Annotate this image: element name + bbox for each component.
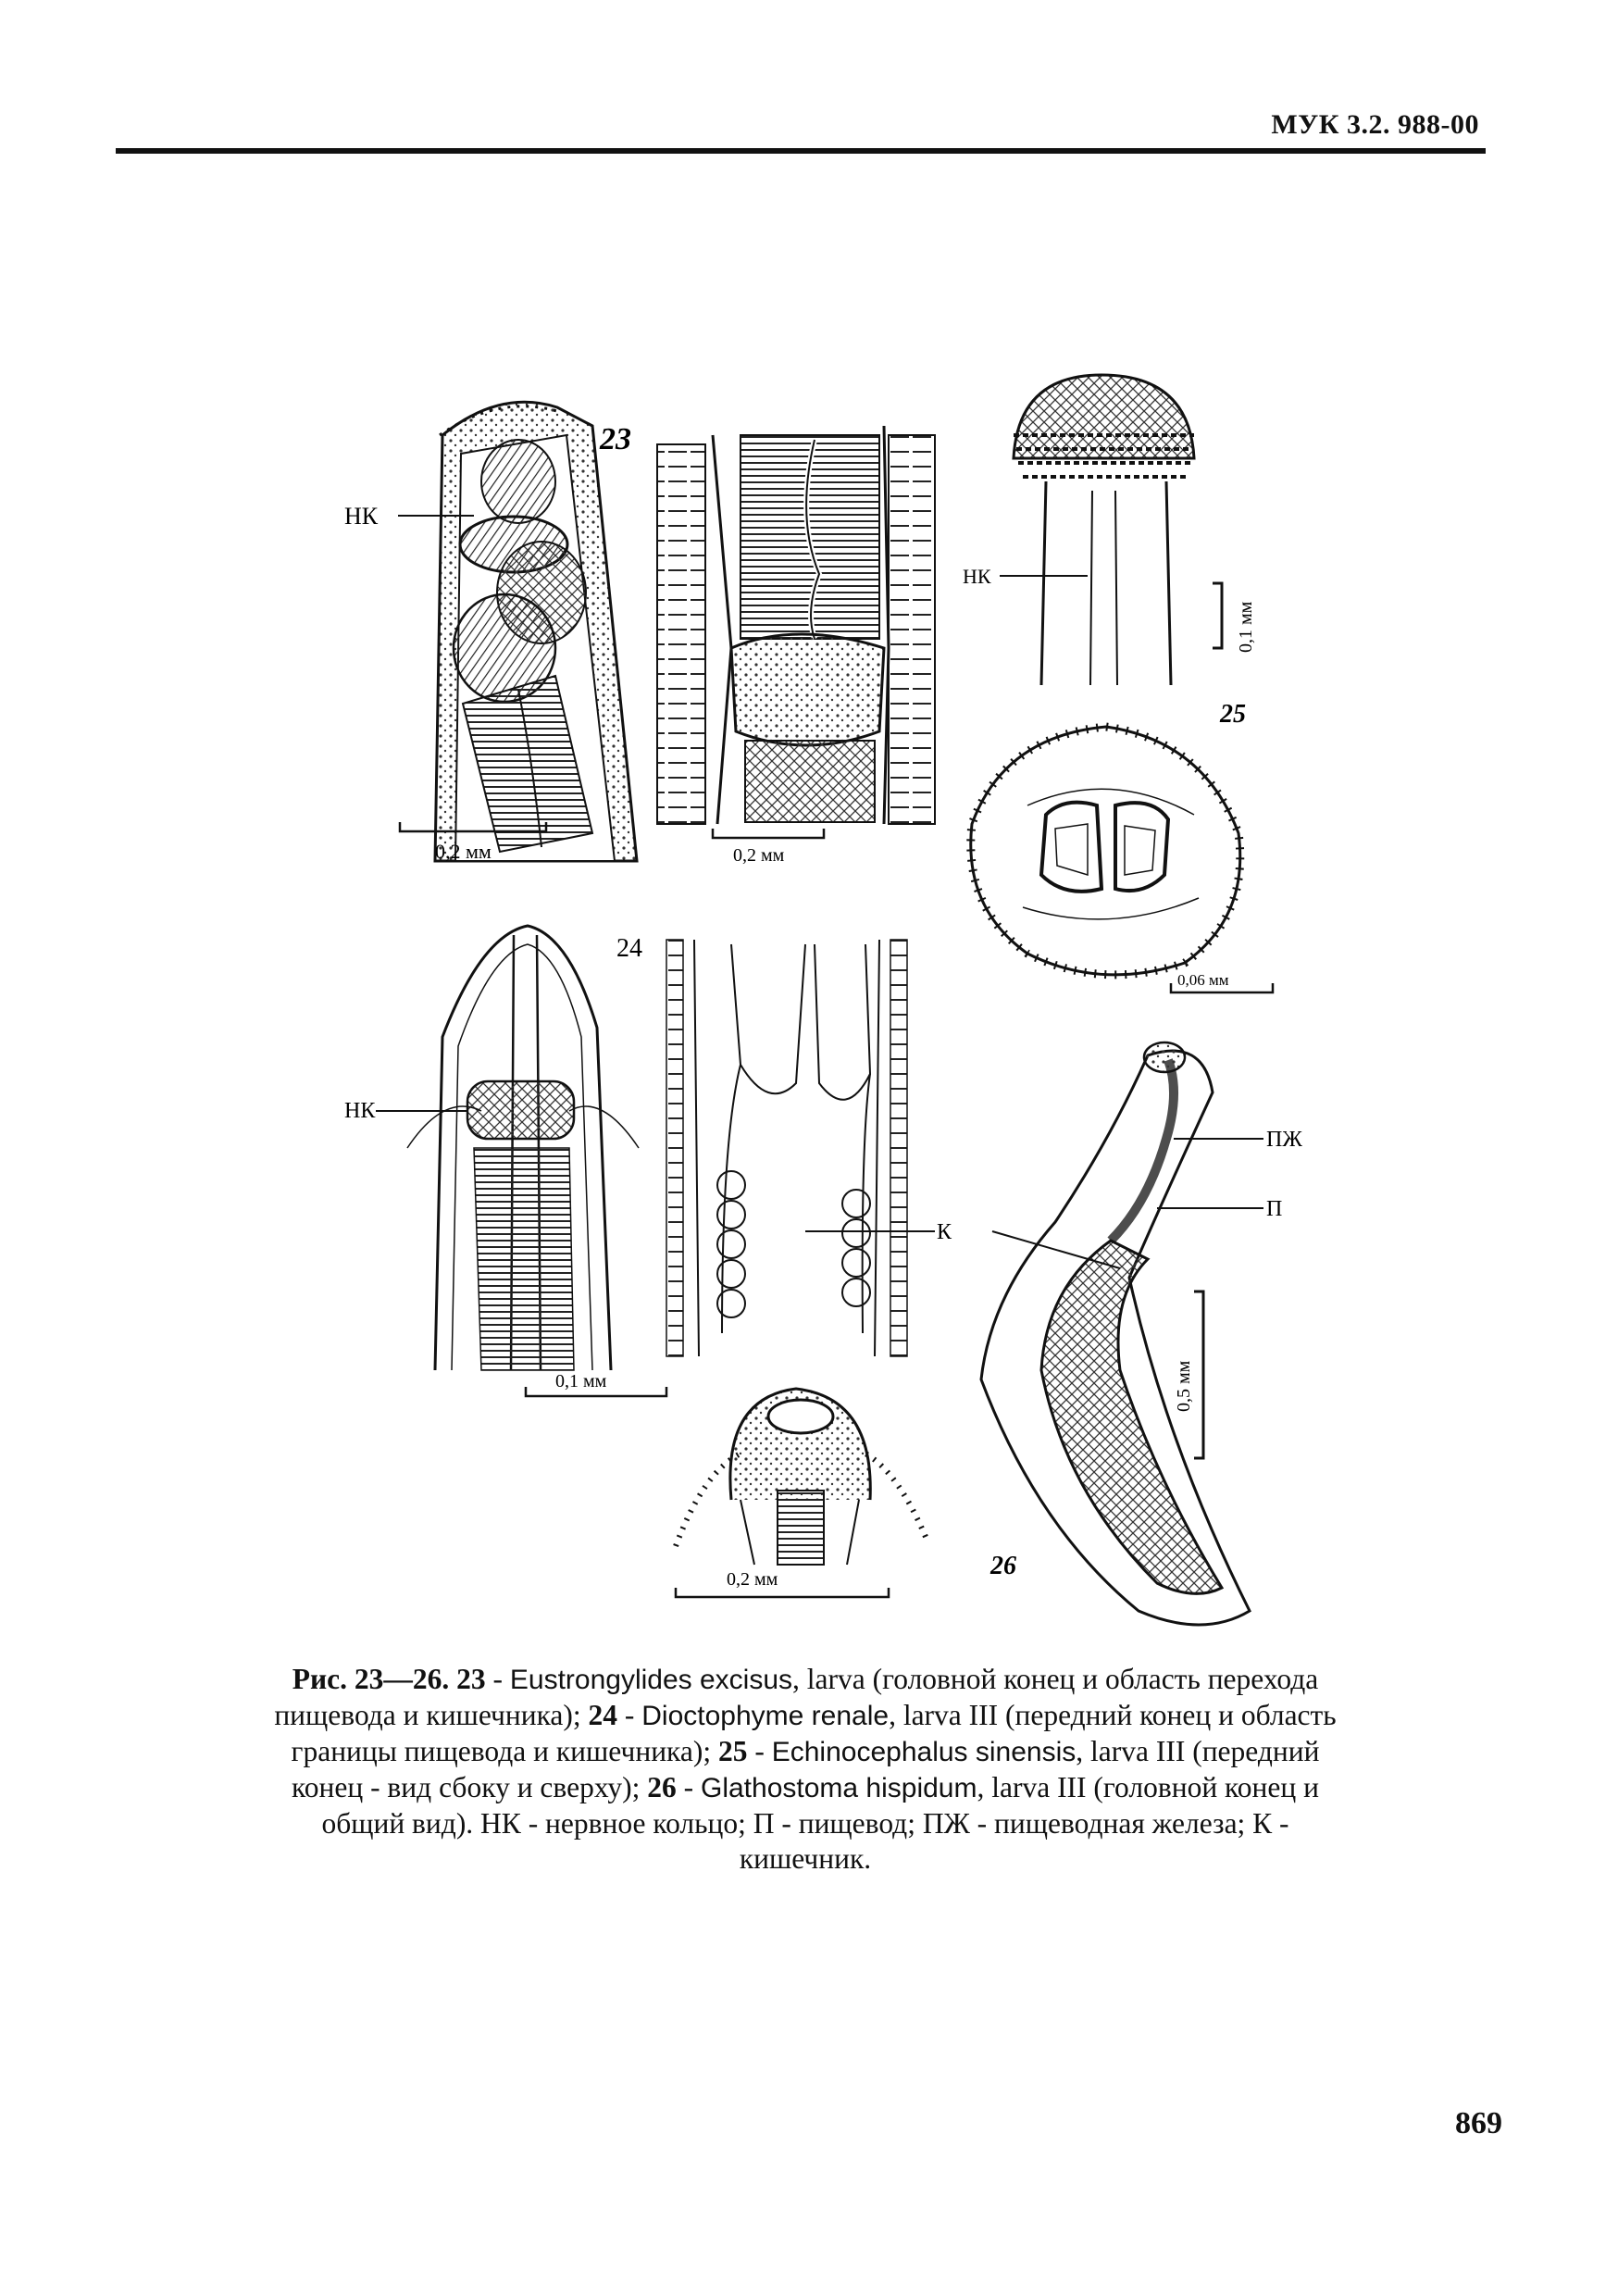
fig-23-label-nk: НК: [344, 503, 379, 530]
caption-species-24: Dioctophyme renale: [641, 1701, 890, 1731]
caption-lead: Рис. 23—26.: [292, 1663, 450, 1695]
fig-26-number: 26: [990, 1552, 1016, 1580]
fig-24-head-drawing: [407, 926, 639, 1370]
caption-num-23: 23: [456, 1663, 486, 1695]
fig-25-top-drawing: [971, 727, 1240, 975]
fig-24-scale-label: 0,1 мм: [555, 1371, 607, 1391]
fig-26-label-p: П: [1266, 1197, 1283, 1221]
fig-25b-scale-label: 0,06 мм: [1177, 971, 1229, 989]
caption-num-26: 26: [647, 1771, 677, 1803]
fig-26-head-scale-bar: [676, 1588, 889, 1597]
fig-26-body-scale-bar: [1194, 1292, 1203, 1458]
page-number: 869: [1455, 2106, 1502, 2140]
fig-25-number: 25: [1220, 700, 1246, 729]
fig-25-side-drawing: [1014, 375, 1194, 685]
fig-25-label-nk: НК: [963, 565, 991, 588]
fig-24-label-nk: НК: [344, 1099, 376, 1123]
fig-23b-scale-bar: [713, 829, 824, 838]
caption-species-26: Glathostoma hispidum: [701, 1773, 977, 1803]
fig-26-head-scale-label: 0,2 мм: [727, 1569, 778, 1590]
fig-23-number: 23: [600, 422, 631, 456]
fig-26-body-drawing: [981, 1042, 1250, 1625]
fig-23b-scale-label: 0,2 мм: [733, 845, 785, 866]
fig-25-scale-label: 0,1 мм: [1236, 601, 1256, 653]
fig-26-head-drawing: [676, 1389, 926, 1565]
fig-23-scale-label: 0,2 мм: [435, 840, 492, 863]
fig-24-number: 24: [616, 934, 642, 963]
caption-species-25: Echinocephalus sinensis: [771, 1737, 1077, 1767]
fig-24-junction-drawing: [666, 940, 907, 1356]
fig-26-label-pzh: ПЖ: [1266, 1128, 1302, 1152]
document-code: МУК 3.2. 988-00: [1271, 109, 1479, 140]
fig-23-junction-drawing: [657, 426, 935, 824]
fig-25-scale-bar: [1213, 583, 1222, 648]
figure-caption: Рис. 23—26. 23 - Eustrongylides excisus, larva (головной конец и область перехода пищевода и кишечника); 24 - Dioctophyme renale, larva III (передний конец и область границы пищевода и кишечника); 25 - Echinocephalus sinensis, larva III (передний конец - вид сбоку и сверху); 26 - Glathostoma hispidum, larva III (головной конец и общий вид). НК - нервное кольцо; П - пищевод; ПЖ - пищеводная железа; К - кишечник.: [274, 1663, 1337, 1875]
caption-num-24: 24: [588, 1699, 617, 1731]
fig-26-body-scale-label: 0,5 мм: [1174, 1360, 1194, 1412]
caption-species-23: Eustrongylides excisus: [509, 1665, 793, 1695]
caption-num-25: 25: [717, 1735, 748, 1767]
fig-23-head-drawing: [435, 402, 637, 861]
fig-24-label-k: К: [937, 1220, 952, 1244]
